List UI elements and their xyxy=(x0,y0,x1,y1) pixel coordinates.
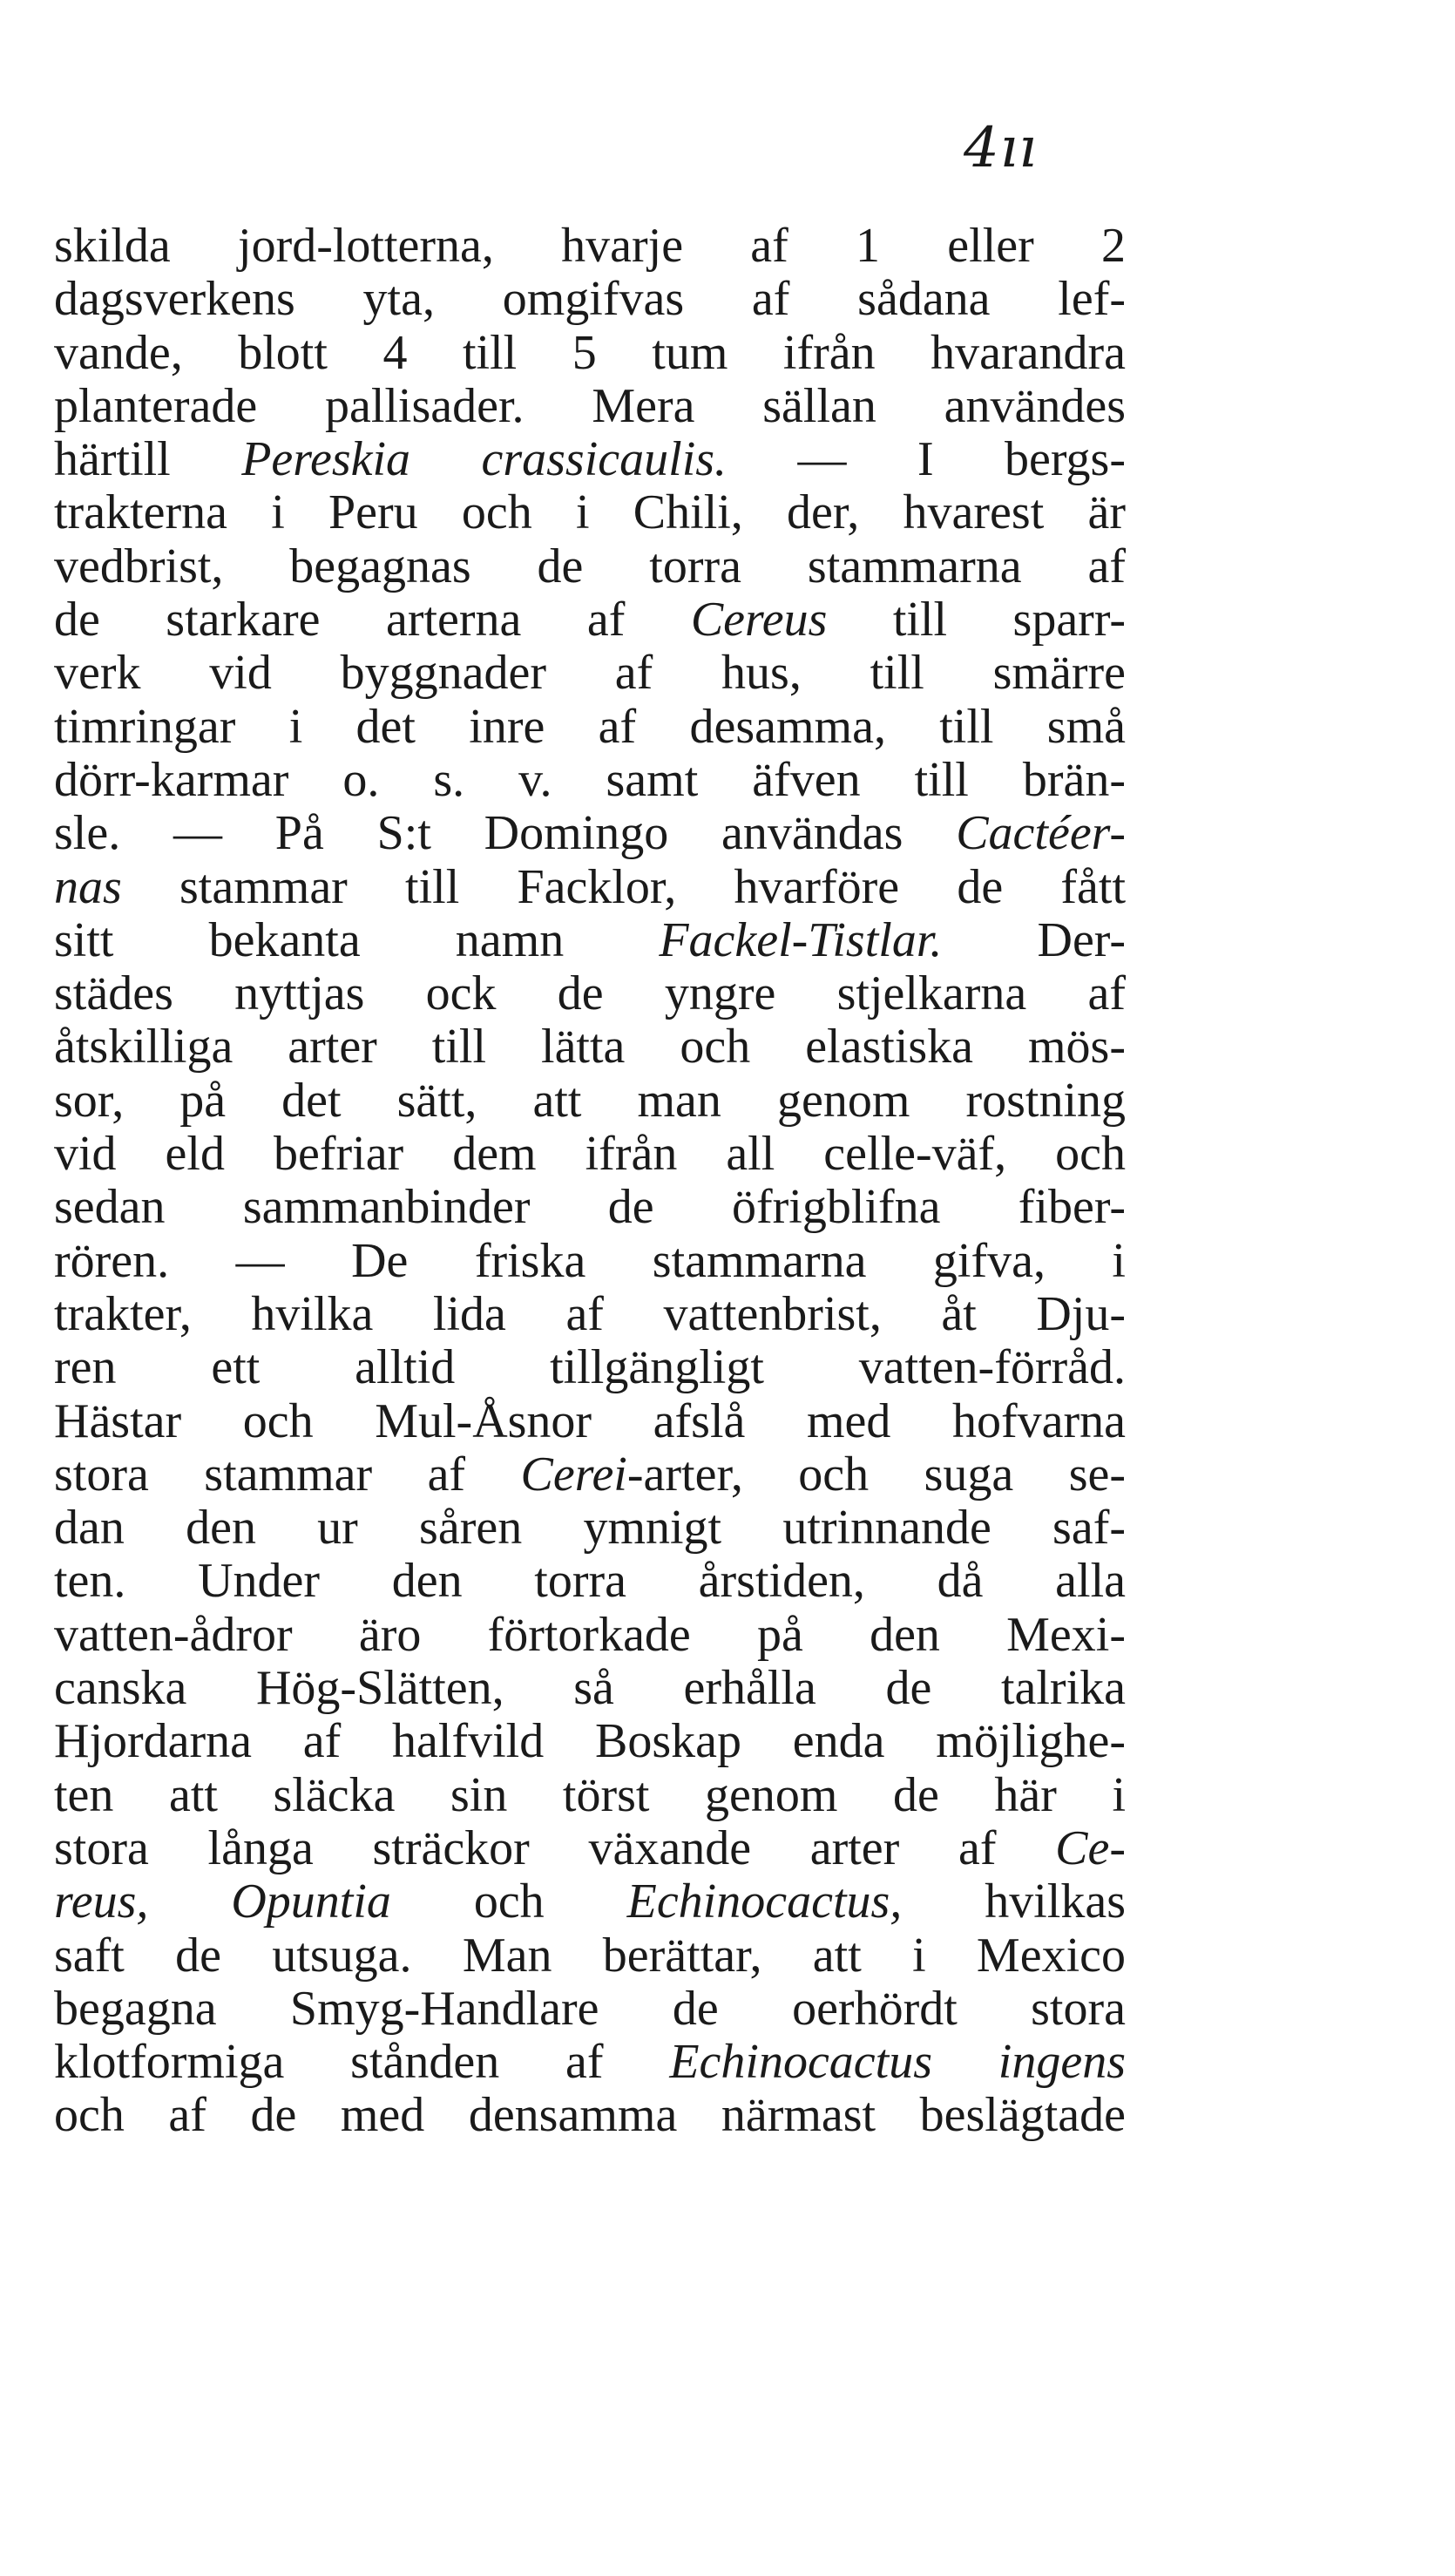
text-segment: -arter, och suga se- xyxy=(626,1447,1126,1502)
text-segment: vid eld befriar dem ifrån all celle-väf, och xyxy=(54,1127,1126,1182)
text-line xyxy=(54,1181,1126,1234)
text-segment: stora långa sträckor växande arter af xyxy=(54,1820,1056,1875)
text-segment: vedbrist, begagnas de torra stammarna af xyxy=(54,539,1126,593)
text-segment: timringar i det inre af desamma, till små xyxy=(54,699,1126,754)
text-line xyxy=(54,433,1126,486)
text-line xyxy=(54,380,1126,433)
text-line xyxy=(54,1128,1126,1181)
text-segment: Der- xyxy=(942,912,1126,967)
text-line xyxy=(54,273,1126,326)
text-segment: till sparr- xyxy=(827,593,1126,647)
italic-text: Cactéer- xyxy=(956,806,1126,861)
text-line xyxy=(54,327,1126,380)
page-number: 4ıı xyxy=(964,116,1038,180)
text-segment: och xyxy=(390,1874,627,1929)
text-line xyxy=(54,2089,1126,2142)
text-line xyxy=(54,967,1126,1020)
text-segment xyxy=(148,1874,231,1929)
text-segment: rören. — De friska stammarna gifva, i xyxy=(54,1233,1126,1288)
text-line xyxy=(54,1983,1126,2036)
text-line xyxy=(54,1288,1126,1341)
text-line xyxy=(54,1609,1126,1662)
text-segment: hvilkas xyxy=(902,1874,1126,1929)
text-line xyxy=(54,1715,1126,1768)
text-segment: trakterna i Peru och i Chili, der, hvarest är xyxy=(54,485,1126,540)
text-line xyxy=(54,807,1126,860)
text-line xyxy=(54,1074,1126,1128)
text-line xyxy=(54,701,1126,754)
text-line xyxy=(54,1020,1126,1074)
text-segment: Hästar och Mul-Åsnor afslå med hofvarna xyxy=(54,1393,1126,1448)
text-line xyxy=(54,1769,1126,1822)
text-segment: ten att släcka sin törst genom de här i xyxy=(54,1767,1126,1822)
italic-text: Opuntia xyxy=(231,1874,391,1929)
text-line xyxy=(54,1822,1126,1875)
text-segment: saft de utsuga. Man berättar, att i Mexico xyxy=(54,1928,1126,1983)
text-segment: åtskilliga arter till lätta och elastiska mös- xyxy=(54,1020,1126,1074)
text-segment: klotformiga stånden af xyxy=(54,2035,670,2090)
text-line xyxy=(54,1448,1126,1502)
text-segment: begagna Smyg-Handlare de oerhördt stora xyxy=(54,1981,1126,2036)
text-line xyxy=(54,540,1126,593)
italic-text: reus, xyxy=(54,1874,149,1929)
text-line xyxy=(54,1395,1126,1448)
text-line xyxy=(54,2036,1126,2089)
italic-text: Pereskia crassicaulis. xyxy=(241,432,728,487)
body-text xyxy=(54,220,1126,2143)
text-line xyxy=(54,1341,1126,1394)
text-segment: canska Hög-Slätten, så erhålla de talrika xyxy=(54,1661,1126,1716)
text-segment: stammar till Facklor, hvarföre de fått xyxy=(121,859,1126,914)
text-line xyxy=(54,593,1126,647)
text-segment: stora stammar af xyxy=(54,1447,521,1502)
text-segment: skilda jord-lotterna, hvarje af 1 eller 2 xyxy=(54,219,1126,273)
text-line xyxy=(54,1502,1126,1555)
text-segment: — I bergs- xyxy=(727,432,1126,487)
text-line xyxy=(54,1555,1126,1608)
text-segment: ten. Under den torra årstiden, då alla xyxy=(54,1554,1126,1609)
italic-text: nas xyxy=(54,859,122,914)
text-line xyxy=(54,754,1126,807)
text-segment: vande, blott 4 till 5 tum ifrån hvarandra xyxy=(54,325,1126,380)
text-line xyxy=(54,1929,1126,1983)
text-line xyxy=(54,486,1126,539)
text-segment: sor, på det sätt, att man genom rostning xyxy=(54,1073,1126,1128)
text-segment: sedan sammanbinder de öfrigblifna fiber- xyxy=(54,1180,1126,1235)
text-segment: vatten-ådror äro förtorkade på den Mexi- xyxy=(54,1607,1126,1662)
text-segment: städes nyttjas ock de yngre stjelkarna af xyxy=(54,966,1126,1021)
italic-text: Fackel-Tistlar. xyxy=(659,912,943,967)
text-line xyxy=(54,1662,1126,1715)
text-segment: dörr-karmar o. s. v. samt äfven till brän- xyxy=(54,752,1126,807)
text-segment: sitt bekanta namn xyxy=(54,912,660,967)
text-line xyxy=(54,1875,1126,1929)
text-line xyxy=(54,861,1126,914)
italic-text: Echinocactus, xyxy=(626,1874,903,1929)
text-segment: och af de med densamma närmast beslägtade xyxy=(54,2088,1126,2143)
text-line xyxy=(54,914,1126,967)
italic-text: Cereus xyxy=(690,593,828,647)
italic-text: Ce- xyxy=(1055,1820,1126,1875)
text-segment: planterade pallisader. Mera sällan användes xyxy=(54,378,1126,433)
text-segment: dan den ur såren ymnigt utrinnande saf- xyxy=(54,1501,1126,1556)
text-segment: de starkare arterna af xyxy=(54,593,691,647)
text-segment: Hjordarna af halfvild Boskap enda möjlighe- xyxy=(54,1714,1126,1769)
italic-text: Cerei xyxy=(520,1447,627,1502)
text-segment: verk vid byggnader af hus, till smärre xyxy=(54,646,1126,701)
text-segment: dagsverkens yta, omgifvas af sådana lef- xyxy=(54,272,1126,327)
text-line xyxy=(54,1235,1126,1288)
italic-text: Echinocactus ingens xyxy=(669,2035,1127,2090)
text-segment: härtill xyxy=(54,432,242,487)
text-segment: sle. — På S:t Domingo användas xyxy=(54,806,957,861)
text-segment: trakter, hvilka lida af vattenbrist, åt Dju- xyxy=(54,1286,1126,1341)
text-segment: ren ett alltid tillgängligt vatten-förråd. xyxy=(54,1340,1126,1395)
text-line xyxy=(54,647,1126,700)
text-line xyxy=(54,220,1126,273)
